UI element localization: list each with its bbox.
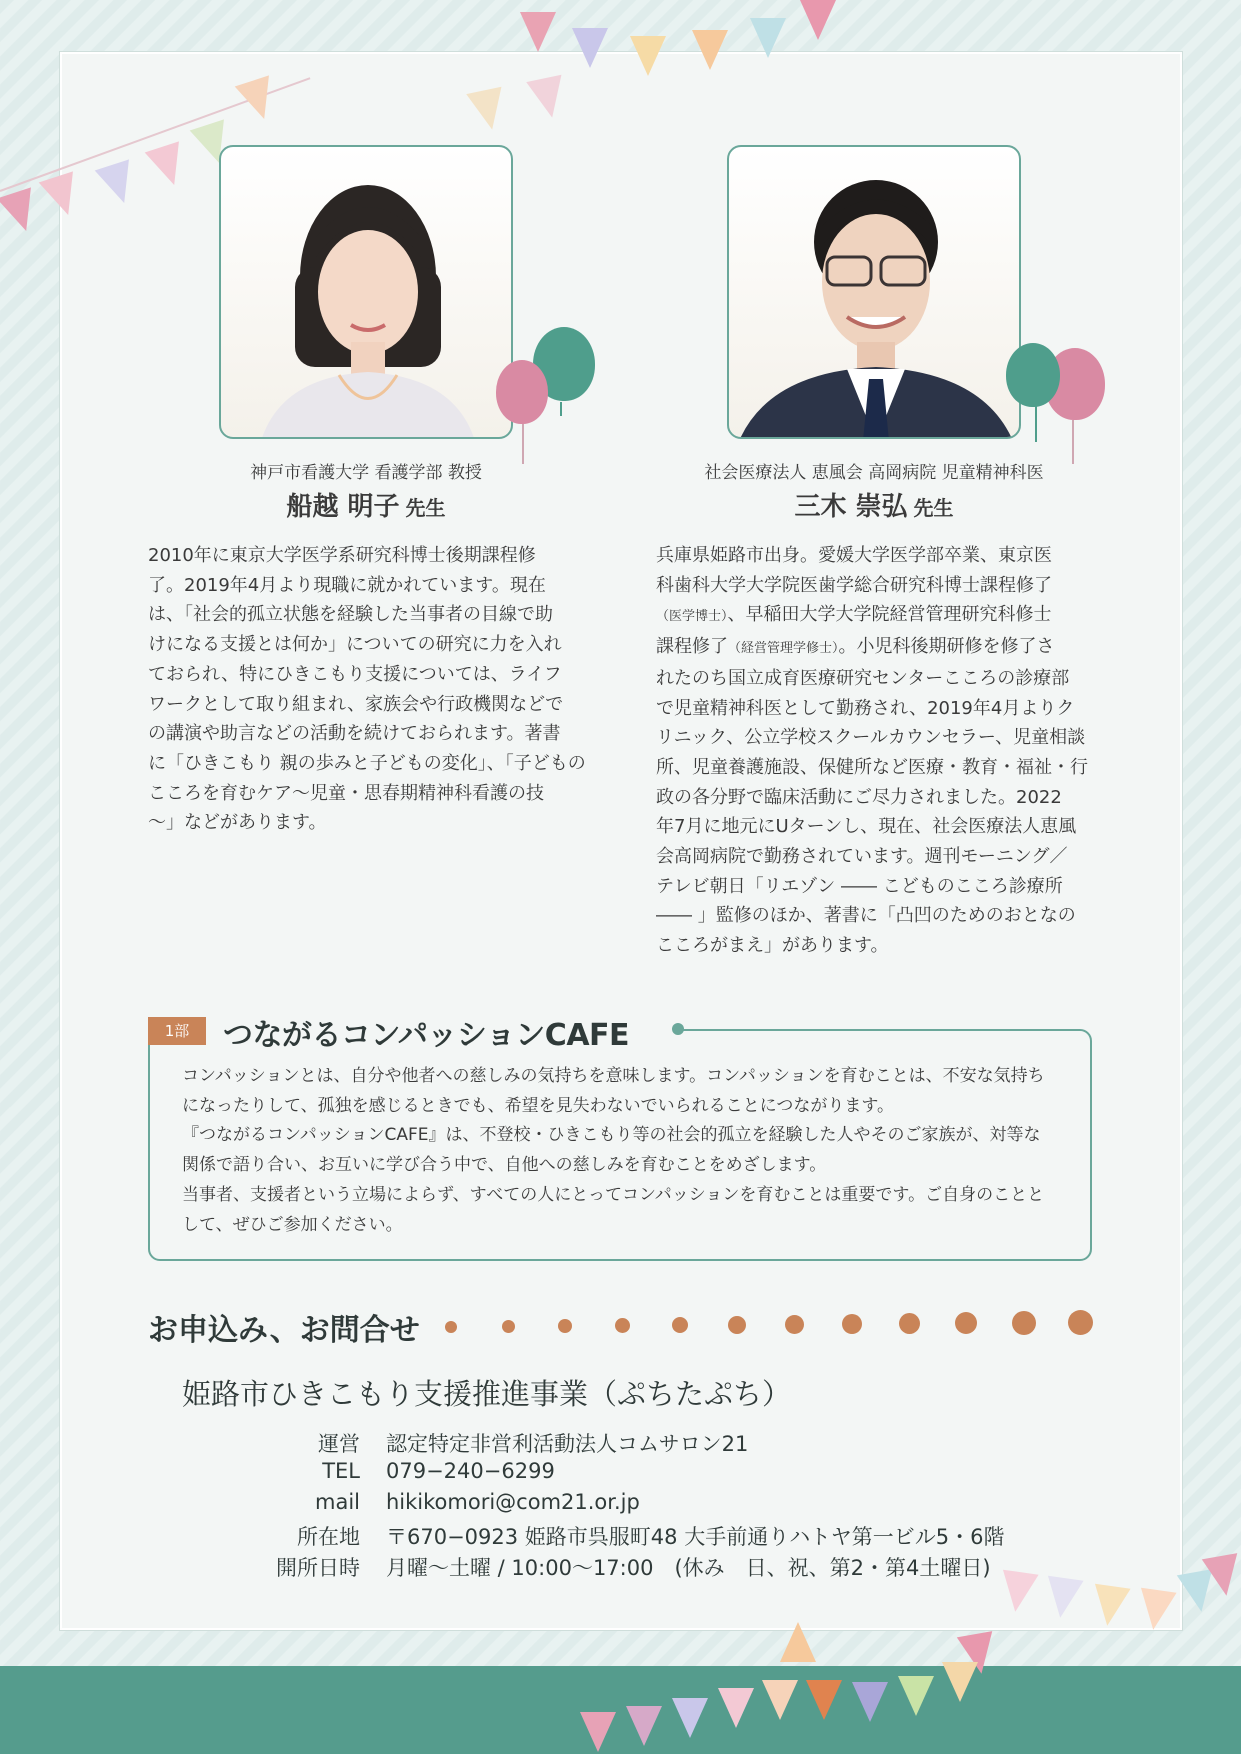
speaker-honorific: 先生	[913, 496, 954, 520]
bio-line: は、「社会的孤立状態を経験した当事者の目線で助	[148, 604, 553, 626]
bio-line: リニック、公立学校スクールカウンセラー、児童相談	[656, 727, 1086, 749]
bio-line: けになる支援とは何か」についての研究に力を入れ	[148, 634, 562, 656]
part-tag: 1部	[148, 1017, 206, 1045]
bio-line: 2010年に東京大学医学系研究科博士後期課程修	[148, 545, 536, 566]
cafe-line: になったりして、孤独を感じるときでも、希望を見失わないでいられることにつながります。	[182, 1095, 894, 1116]
info-value: 月曜～土曜 / 10:00～17:00 (休み 日、祝、第2・第4土曜日)	[386, 1556, 991, 1580]
part-title: つながるコンパッションCAFE	[223, 1018, 630, 1053]
info-value: 認定特定非営利活動法人コムサロン21	[386, 1432, 749, 1456]
bio-line: の講演や助言などの活動を続けておられます。著書	[148, 723, 561, 745]
bio-line: 了。2019年4月より現職に就かれています。現在	[148, 574, 546, 596]
speaker-affiliation: 神戸市看護大学 看護学部 教授	[250, 463, 482, 483]
cafe-line: 『つながるコンパッションCAFE』は、不登校・ひきこもり等の社会的孤立を経験した人やそのご家族が、対等な	[182, 1125, 1041, 1146]
cafe-line: して、ぜひご参加ください。	[182, 1214, 403, 1235]
info-label: mail	[315, 1490, 360, 1514]
bio-line: 兵庫県姫路市出身。愛媛大学医学部卒業、東京医	[656, 545, 1052, 566]
info-label: 所在地	[297, 1525, 360, 1549]
bio-line: テレビ朝日「リエゾン ―― こどものこころ診療所	[656, 875, 1063, 897]
bio-line: で児童精神科医として勤務され、2019年4月よりク	[656, 697, 1075, 719]
bio-line: 政の各分野で臨床活動にご尽力されました。2022	[656, 786, 1062, 808]
info-row-tel	[0, 1459, 1241, 1489]
speaker-name-text: 三木 崇弘	[794, 492, 908, 522]
bio-line: ワークとして取り組まれ、家族会や行政機関などで	[148, 693, 564, 715]
bio-line: こころを育むケア～児童・思春期精神科看護の技	[148, 782, 544, 804]
speaker-affiliation: 社会医療法人 恵風会 高岡病院 児童精神科医	[704, 463, 1044, 483]
speaker-name	[156, 486, 576, 523]
bio-line: ておられ、特にひきこもり支援については、ライフ	[148, 663, 562, 685]
speaker-photo-funakoshi	[219, 145, 513, 439]
cafe-description	[182, 1062, 1072, 1240]
title-dot-ornament	[672, 1023, 684, 1035]
info-label: TEL	[322, 1459, 360, 1483]
bio-line: に「ひきこもり 親の歩みと子どもの変化」、「子どもの	[148, 752, 586, 774]
speaker-bio	[148, 541, 598, 838]
info-value: 〒670−0923 姫路市呉服町48 大手前通りハトヤ第一ビル5・6階	[386, 1525, 1005, 1549]
info-label: 運営	[318, 1432, 360, 1456]
speaker-name	[664, 486, 1084, 523]
cafe-line: 当事者、支援者という立場によらず、すべての人にとってコンパッションを育むことは重要です。ご自身のことと	[182, 1184, 1045, 1205]
bio-line: 課程修了（経営管理学修士）。小児科後期研修を修了さ	[656, 636, 1055, 658]
bio-line: れたのち国立成育医療研究センターこころの診療部	[656, 667, 1070, 689]
contact-title: お申込み、お問合せ	[148, 1313, 420, 1348]
bio-line: 所、児童養護施設、保健所など医療・教育・福祉・行	[656, 756, 1088, 778]
speaker-photo-miki	[727, 145, 1021, 439]
bio-line: （医学博士）、早稲田大学大学院経営管理研究科修士	[656, 604, 1052, 626]
speaker-honorific: 先生	[405, 496, 446, 520]
bio-line: ―― 」監修のほか、著書に「凸凹のためのおとなの	[656, 905, 1076, 927]
bio-line: 科歯科大学大学院医歯学総合研究科博士課程修了	[656, 574, 1052, 596]
phone-number[interactable]: 079−240−6299	[386, 1459, 555, 1483]
info-row-address	[0, 1521, 1241, 1551]
info-row-operator	[0, 1428, 1241, 1458]
email-link[interactable]: hikikomori@com21.or.jp	[386, 1490, 640, 1514]
speaker-name-text: 船越 明子	[286, 492, 400, 522]
bio-line: ～」などがあります。	[148, 812, 327, 834]
bio-line: 会高岡病院で勤務されています。週刊モーニング／	[656, 846, 1068, 868]
organization-name: 姫路市ひきこもり支援推進事業（ぷちたぷち）	[182, 1377, 792, 1411]
bio-line: こころがまえ」があります。	[656, 935, 889, 957]
bio-line: 年7月に地元にUターンし、現在、社会医療法人恵風	[656, 816, 1077, 838]
footer-band	[0, 1666, 1241, 1754]
speaker-bio	[656, 541, 1106, 961]
cafe-line: 関係で語り合い、お互いに学び合う中で、自他への慈しみを育むことをめざします。	[182, 1155, 827, 1176]
info-row-mail	[0, 1490, 1241, 1520]
cafe-line: コンパッションとは、自分や他者への慈しみの気持ちを意味します。コンパッションを育むことは、不安な気持ち	[182, 1066, 1045, 1086]
info-label: 開所日時	[276, 1556, 360, 1580]
